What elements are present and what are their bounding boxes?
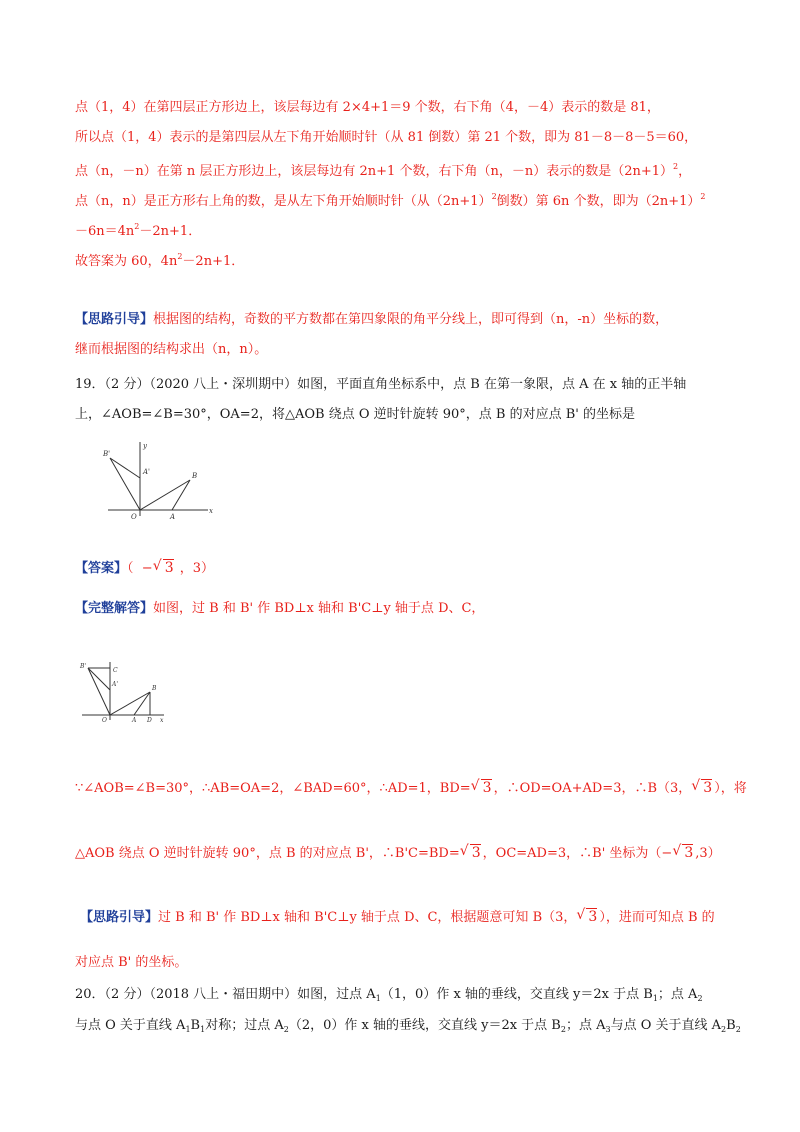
- label-x: x: [160, 717, 164, 724]
- question-19-solution-figure: [78, 658, 170, 724]
- label-a: A: [132, 717, 137, 724]
- hint-tag: 【思路引导】: [80, 910, 159, 925]
- answer-tag: 【答案】: [75, 561, 128, 576]
- prev-solution-answer: 故答案为 60，$4n^2-2n+1$．: [75, 252, 245, 269]
- sqrt-3: √ 3: [576, 907, 598, 925]
- full-solution-tag: 【完整解答】: [75, 601, 154, 616]
- prev-solution-line-2: 所以点（1，4）表示的是第四层从左下角开始顺时针（从 81 倒数）第 21 个数，即为 81－8－8－5＝60，: [75, 130, 698, 145]
- sqrt-3: √ 3: [691, 778, 713, 796]
- label-b-prime: B': [103, 450, 111, 458]
- label-b-prime: B': [80, 663, 87, 670]
- question-19-answer: 【答案】（ − √ 3 ，3）: [75, 558, 215, 576]
- triangle-aob: [140, 480, 190, 510]
- question-20-line-1: 20．（2 分）（2018 八上・福田期中）如图，过点 $A_1(1$，0）作 x 轴的垂线，交直线 y＝2x 于点 $B_1$；点 $A_2$: [75, 987, 703, 1003]
- triangle-a1ob1: [88, 668, 110, 715]
- question-19-hint-line-2: 对应点 B' 的坐标。: [75, 955, 188, 970]
- label-o: O: [131, 513, 137, 520]
- label-a: A: [170, 513, 176, 520]
- question-19-solution-line-1: ∵∠AOB=∠B=30°，∴AB=OA=2，∠BAD=60°，∴AD=1，BD= √ 3 ，∴OD=OA+AD=3，∴B（3， √ 3 ），将: [75, 778, 747, 796]
- label-a-prime: A': [143, 468, 150, 476]
- question-19-solution-line-2: △AOB 绕点 O 逆时针旋转 90°，点 B 的对应点 B'，∴B'C=BD= √ 3 ，OC=AD=3，∴B' 坐标为（− √ 3 ,3）: [75, 843, 721, 861]
- prev-hint-line-1: 【思路引导】根据图的结构，奇数的平方数都在第四象限的角平分线上，即可得到（n，-n）坐标的数，: [75, 312, 669, 327]
- label-y: y: [143, 442, 147, 450]
- question-19-full-solution-heading: 【完整解答】如图，过 B 和 B' 作 BD⊥x 轴和 B'C⊥y 轴于点 D、C，: [75, 601, 485, 616]
- triangle-aob: [110, 692, 150, 715]
- question-19-line-1: 19．（2 分）（2020 八上・深圳期中）如图，平面直角坐标系中，点 B 在第一象限，点 A 在 x 轴的正半轴: [75, 377, 687, 392]
- hint-tag: 【思路引导】: [75, 312, 154, 327]
- question-20-line-2: 与点 O 关于直线 $A_1B_1$对称；过点 $A_2(2$，0）作 x 轴的垂线，交直线 y＝2x 于点 $B_2$；点 $A_3$与点 O 关于直线 $A_2B_2$: [75, 1018, 741, 1034]
- label-x: x: [209, 507, 213, 515]
- label-c: C: [113, 667, 118, 674]
- label-d: D: [147, 717, 152, 724]
- label-b: B: [152, 685, 157, 692]
- sqrt-3: √ 3: [459, 843, 481, 861]
- label-b: B: [192, 472, 198, 480]
- label-a-prime: A': [112, 681, 118, 688]
- question-19-line-2: 上，∠AOB=∠B=30°，OA=2，将△AOB 绕点 O 逆时针旋转 90°，点 B 的对应点 B' 的坐标是: [75, 407, 636, 422]
- prev-solution-line-5: $-6n=4n^2-2n+1$．: [75, 222, 202, 239]
- prev-solution-line-3: 点（n，－n）在第 n 层正方形边上，该层每边有 2n+1 个数，右下角（n，－n）表示的数是$(2n+1)^2$，: [75, 162, 692, 179]
- label-o: O: [102, 717, 107, 724]
- prev-solution-line-4: 点（n，n）是正方形右上角的数，是从左下角开始顺时针（从$(2n+1)^2$倒数）第 6n 个数，即为$(2n+1)^2$: [75, 192, 706, 209]
- question-19-hint-line-1: 【思路引导】过 B 和 B' 作 BD⊥x 轴和 B'C⊥y 轴于点 D、C，根据题意可知 B（3， √ 3 ），进而可知点 B 的: [80, 907, 715, 925]
- sqrt-3: √ 3: [152, 558, 174, 576]
- sqrt-3: √ 3: [672, 843, 694, 861]
- prev-solution-line-1: 点（1，4）在第四层正方形边上，该层每边有 2×4+1＝9 个数，右下角（4，－4）表示的数是 81，: [75, 100, 660, 115]
- sqrt-3: √ 3: [470, 778, 492, 796]
- triangle-a1ob1: [110, 458, 140, 510]
- prev-hint-line-2: 继而根据图的结构求出（n，n）。: [75, 342, 268, 357]
- question-19-figure: [100, 438, 218, 520]
